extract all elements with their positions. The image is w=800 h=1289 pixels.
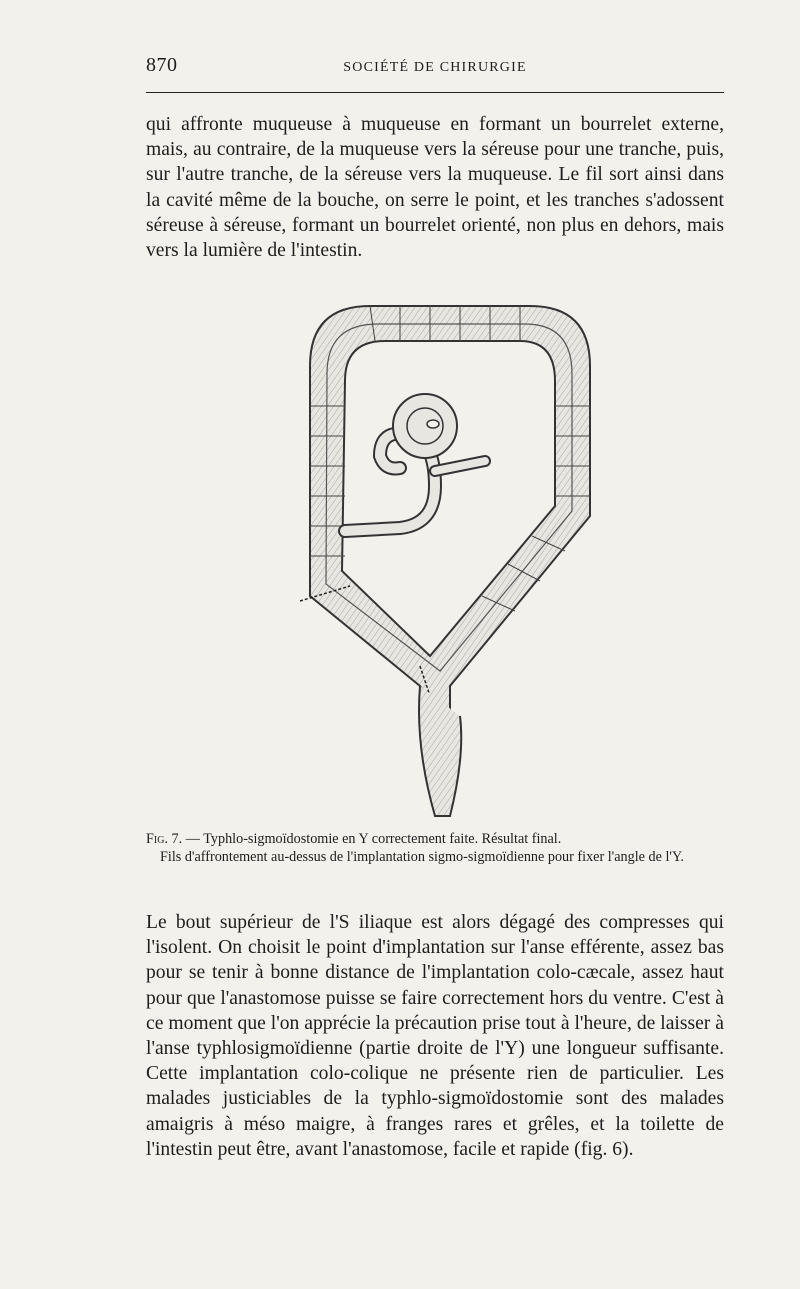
- caption-rest: Fils d'affrontement au-dessus de l'implantation sigmo-sigmoïdienne pour fixer l'angle de l'Y.: [160, 849, 684, 865]
- figure-7: [270, 296, 610, 830]
- page-header: [146, 54, 724, 84]
- ileum-coil: [393, 394, 457, 458]
- figure-caption: [146, 830, 724, 866]
- caption-label: Fig. 7.: [146, 831, 183, 847]
- paragraph-1: qui affronte muqueuse à muqueuse en formant un bourrelet externe, mais, au contraire, de la muqueuse vers la séreuse pour une tranche, puis, sur l'autre tranche, de la séreuse vers la muqueuse. Le fil sort ainsi dans la cavité même de la bouche, on serre le point, et les tranches s'adossent séreuse à séreuse, formant un bourrelet orienté, non plus en dehors, mais vers la lumière de l'intestin.: [146, 114, 724, 262]
- header-rule: [146, 92, 724, 93]
- sigmoid-stem: [419, 686, 461, 816]
- caption-line-1: — Typhlo-sigmoïdostomie en Y correctement faite. Résultat final.: [185, 831, 562, 847]
- running-title: SOCIÉTÉ DE CHIRURGIE: [343, 60, 527, 75]
- intestine-anastomosis-illustration: [270, 296, 610, 830]
- page-number: 870: [146, 54, 178, 76]
- paragraph-2: Le bout supérieur de l'S iliaque est alors dégagé des compresses qui l'isolent. On choisit le point d'implantation sur l'anse efférente, assez bas pour se tenir à bonne distance de l'implantation colo-cæcale, assez haut pour que l'anastomose puisse se faire correctement hors du ventre. C'est à ce moment que l'on apprécie la précaution prise tout à l'heure, de laisser à l'anse typhlosigmoïdienne (partie droite de l'Y) une longueur suffisante. Cette implantation colo-colique ne présente rien de particulier. Les malades justiciables de la typhlo-sigmoïdostomie sont des malades amaigris à méso maigre, à franges rares et grêles, et la toilette de l'intestin peut être, avant l'anastomose, facile et rapide (fig. 6).: [146, 912, 724, 1160]
